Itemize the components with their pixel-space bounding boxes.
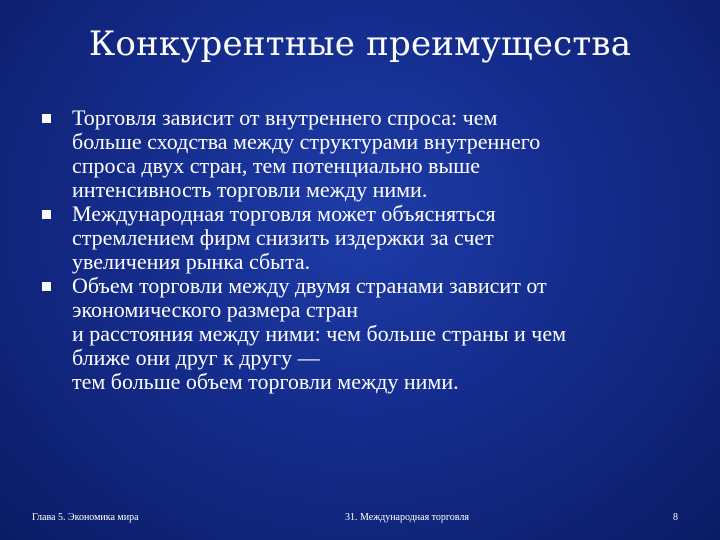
- bullet-item: [42, 202, 692, 274]
- bullet-item: [42, 274, 692, 394]
- bullet-line: Объем торговли между двумя странами зависит от: [72, 273, 547, 298]
- bullet-line: интенсивность торговли между ними.: [72, 177, 428, 202]
- bullet-line: Торговля зависит от внутреннего спроса: чем: [72, 105, 498, 130]
- square-bullet-icon: [42, 210, 51, 219]
- slide-title: Конкурентные преимущества: [88, 24, 632, 64]
- bullet-line: увеличения рынка сбыта.: [72, 249, 311, 274]
- bullet-line: экономического размера стран: [72, 297, 359, 322]
- square-bullet-icon: [42, 114, 51, 123]
- bullet-line: больше сходства между структурами внутреннего: [72, 129, 541, 154]
- bullet-item: [42, 106, 692, 202]
- bullet-line: ближе они друг к другу —: [72, 345, 320, 370]
- bullet-line: Международная торговля может объясняться: [72, 201, 496, 226]
- bullet-line: тем больше объем торговли между ними.: [72, 369, 459, 394]
- bullet-line: и расстояния между ними: чем больше страны и чем: [72, 321, 567, 346]
- bullet-line: спроса двух стран, тем потенциально выше: [72, 153, 480, 178]
- bullet-line: стремлением фирм снизить издержки за счет: [72, 225, 494, 250]
- square-bullet-icon: [42, 282, 51, 291]
- footer-section: 31. Международная торговля: [345, 512, 469, 523]
- page-number: 8: [673, 512, 678, 523]
- footer-chapter: Глава 5. Экономика мира: [32, 512, 139, 523]
- bullet-list: [42, 106, 692, 394]
